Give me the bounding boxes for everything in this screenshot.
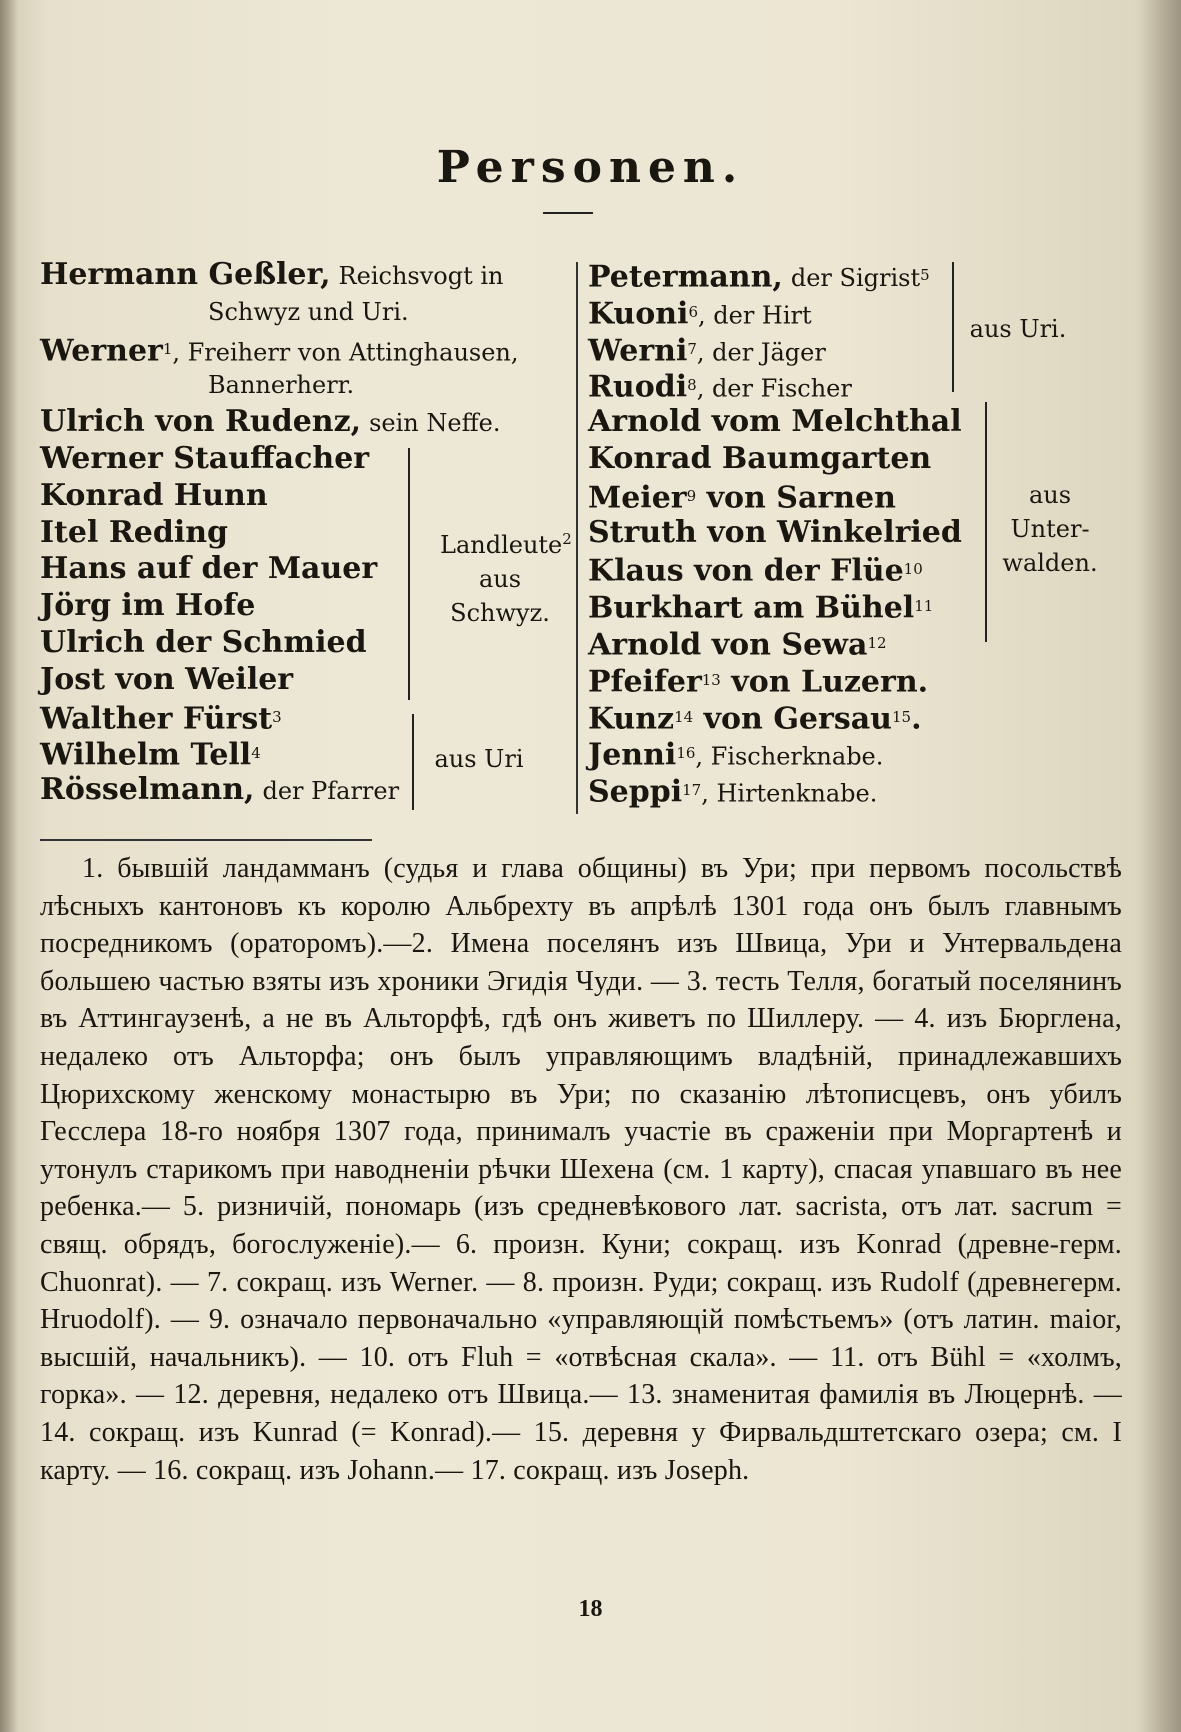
cast-entry <box>588 625 887 661</box>
cast-entry <box>588 367 852 403</box>
unterwalden-label-3: walden. <box>1002 549 1098 577</box>
cast-entry <box>40 478 268 514</box>
cast-entry <box>588 772 877 808</box>
footnote-ref: 15 <box>891 707 912 726</box>
cast-entry <box>40 257 504 293</box>
cast-name: Jörg im Hofe <box>40 588 256 624</box>
cast-entry <box>588 404 962 440</box>
footnote-ref: 11 <box>914 597 934 616</box>
footnote-ref: 1 <box>162 339 173 358</box>
cast-entry <box>588 257 930 293</box>
cast-entry <box>40 441 369 477</box>
cast-name: Kuoni <box>588 296 689 332</box>
column-divider <box>576 262 578 814</box>
cast-description: der Sigrist <box>790 264 921 293</box>
cast-entry <box>588 294 812 330</box>
cast-name: Werner <box>40 332 163 368</box>
footnotes-text: 1. бывшій ландамманъ (судья и глава общины) въ Ури; при первомъ посольствѣ лѣсныхъ кантоновъ къ королю Альбрехту въ апрѣлѣ 1301 года онъ былъ главнымъ посредникомъ (ораторомъ).—2. Имена поселянъ изъ Швица, Ури и Унтервальдена большею частью взяты изъ хроники Эгидія Чуди. — 3. тесть Телля, богатый поселянинъ въ Аттингаузенѣ, а не въ Альторфѣ, гдѣ онъ живетъ по Шиллеру. — 4. изъ Бюрглена, недалеко отъ Альторфа; онъ былъ управляющимъ владѣній, принадлежавшихъ Цюрихскому женскому монастырю въ Ури; по сказанію лѣтописцевъ, онъ убилъ Гесслера 18-го ноября 1307 года, принималъ участіе въ сраженіи при Моргартенѣ и утонулъ старикомъ при наводненіи рѣчки Шехена (см. 1 карту), спасая упавшаго въ нее ребенка.— 5. ризничій, пономарь (изъ средневѣкового лат. sacrista, отъ лат. sacrum = свящ. обрядъ, богослуженіе).— 6. произн. Куни; сокращ. изъ Konrad (древне-герм. Chuonrat). — 7. сокращ. изъ Werner. — 8. произн. Руди; сокращ. изъ Rudolf (древнегерм. Hruodolf). — 9. означало первоначально «управляющій помѣстьемъ» (отъ латин. maior, высшій, начальникъ). — 10. отъ Fluh = «отвѣсная скала». — 11. отъ Bühl = «холмъ, горка». — 12. деревня, недалеко отъ Швица.— 13. знаменитая фамилія въ Люцернѣ. — 14. сокращ. изъ Kunrad (= Konrad).— 15. деревня у Фирвальдштетскаго озера; см. I карту. — 16. сокращ. изъ Johann.— 17. сокращ. изъ Joseph. <box>40 853 1122 1486</box>
cast-entry <box>588 735 883 771</box>
footnote-ref: 8 <box>687 376 697 395</box>
footnote-ref: 4 <box>251 744 261 763</box>
cast-description: sein Neffe. <box>369 409 501 438</box>
cast-entry <box>40 588 255 624</box>
cast-entry <box>40 699 282 735</box>
footnote-ref: 10 <box>903 560 923 579</box>
cast-entry <box>200 294 409 330</box>
cast-entry <box>200 367 354 403</box>
cast-name: Konrad Hunn <box>40 477 268 513</box>
footnote-ref: 7 <box>687 339 697 358</box>
cast-description: , der Jäger <box>696 337 826 366</box>
schwyz-label-sup: 2 <box>562 530 572 548</box>
footnotes <box>40 850 1122 1489</box>
page-title: Personen. <box>436 142 745 193</box>
cast-name: Arnold vom Melchthal <box>588 404 962 440</box>
cast-name: Seppi <box>588 774 683 810</box>
uri-right-bracket <box>952 262 954 392</box>
uri-left-label: aus Uri <box>434 745 524 773</box>
cast-name: Klaus von der Flüe <box>588 553 904 589</box>
cast-name: Ruodi <box>588 369 688 405</box>
cast-description: Bannerherr. <box>208 371 355 400</box>
cast-entry <box>588 551 923 587</box>
cast-description: Reichsvogt in <box>338 262 504 290</box>
cast-name: Ulrich der Schmied <box>40 625 367 660</box>
schwyz-label-1: Landleute <box>440 531 563 559</box>
cast-name: von Luzern. <box>720 664 929 700</box>
cast-description: der Pfarrer <box>262 777 400 806</box>
cast-entry <box>40 331 519 367</box>
footnote-ref: 12 <box>867 634 887 652</box>
cast-entry <box>40 625 367 661</box>
footnote-ref: 14 <box>674 707 694 726</box>
cast-name: Werni <box>588 332 688 368</box>
cast-entry <box>40 551 377 587</box>
cast-name: Hans auf der Mauer <box>40 551 378 587</box>
uri-left-bracket <box>412 714 414 810</box>
cast-name: Jenni <box>588 737 677 773</box>
cast-name: Meier <box>588 480 687 516</box>
cast-entry <box>588 662 928 698</box>
cast-name: Itel Reding <box>40 514 228 550</box>
unterwalden-label <box>995 478 1105 580</box>
cast-name: Arnold von Sewa <box>588 627 868 663</box>
schwyz-label-2: aus <box>478 565 522 593</box>
cast-description: , der Hirt <box>698 301 812 330</box>
cast-name: Wilhelm Tell <box>40 737 252 773</box>
cast-description: , der Fischer <box>696 374 852 403</box>
unterwalden-bracket <box>985 402 987 642</box>
cast-entry <box>588 478 896 514</box>
page-binding-shadow <box>0 0 18 1732</box>
cast-name: Jost von Weiler <box>40 661 294 697</box>
cast-name: Pfeifer <box>588 664 702 700</box>
cast-entry <box>40 515 228 551</box>
cast-description: Schwyz und Uri. <box>208 297 409 326</box>
footnote-rule <box>40 839 372 841</box>
cast-description: , Fischerknabe. <box>695 742 884 771</box>
cast-entry <box>588 441 931 477</box>
cast-name: Hermann Geßler, <box>40 257 331 292</box>
footnote-ref: 3 <box>272 707 282 726</box>
page-number: 18 <box>578 1596 603 1622</box>
cast-entry <box>40 662 293 698</box>
cast-name: . <box>911 700 922 736</box>
page-edge-shadow <box>1141 0 1181 1732</box>
cast-description: , Freiherr von Attinghausen, <box>172 337 519 366</box>
footnote-ref: 5 <box>920 266 930 284</box>
schwyz-group-label <box>440 522 572 630</box>
unterwalden-label-2: Unter- <box>1010 515 1090 543</box>
cast-name: Ulrich von Rudenz, <box>40 404 362 440</box>
cast-name: Walther Fürst <box>40 700 273 736</box>
footnote-ref: 13 <box>701 670 721 689</box>
cast-entry <box>40 404 500 440</box>
cast-name: Petermann, <box>588 259 783 295</box>
footnote-ref: 9 <box>686 486 697 505</box>
cast-entry <box>588 588 933 624</box>
footnote-ref: 6 <box>688 302 698 321</box>
cast-entry <box>588 699 922 735</box>
footnote-ref: 16 <box>676 744 696 763</box>
cast-name: Burkhart am Bühel <box>588 590 915 626</box>
cast-name: Kunz <box>588 700 675 736</box>
schwyz-label-3: Schwyz. <box>450 599 550 627</box>
cast-name: Struth von Winkelried <box>588 514 962 550</box>
title-rule <box>543 212 593 214</box>
cast-entry <box>588 515 962 551</box>
cast-name: von Gersau <box>693 700 892 736</box>
unterwalden-label-1: aus <box>1028 481 1072 509</box>
cast-name: Konrad Baumgarten <box>588 441 932 476</box>
uri-right-label: aus Uri. <box>969 315 1067 343</box>
cast-name: von Sarnen <box>696 480 896 516</box>
cast-entry <box>40 735 261 771</box>
cast-entry <box>588 331 826 367</box>
cast-entry <box>40 772 399 808</box>
cast-name: Werner Stauffacher <box>40 441 370 476</box>
cast-name: Rösselmann, <box>40 772 255 808</box>
schwyz-bracket <box>408 448 410 700</box>
cast-description: , Hirtenknabe. <box>701 779 878 808</box>
footnote-ref: 17 <box>682 781 702 800</box>
